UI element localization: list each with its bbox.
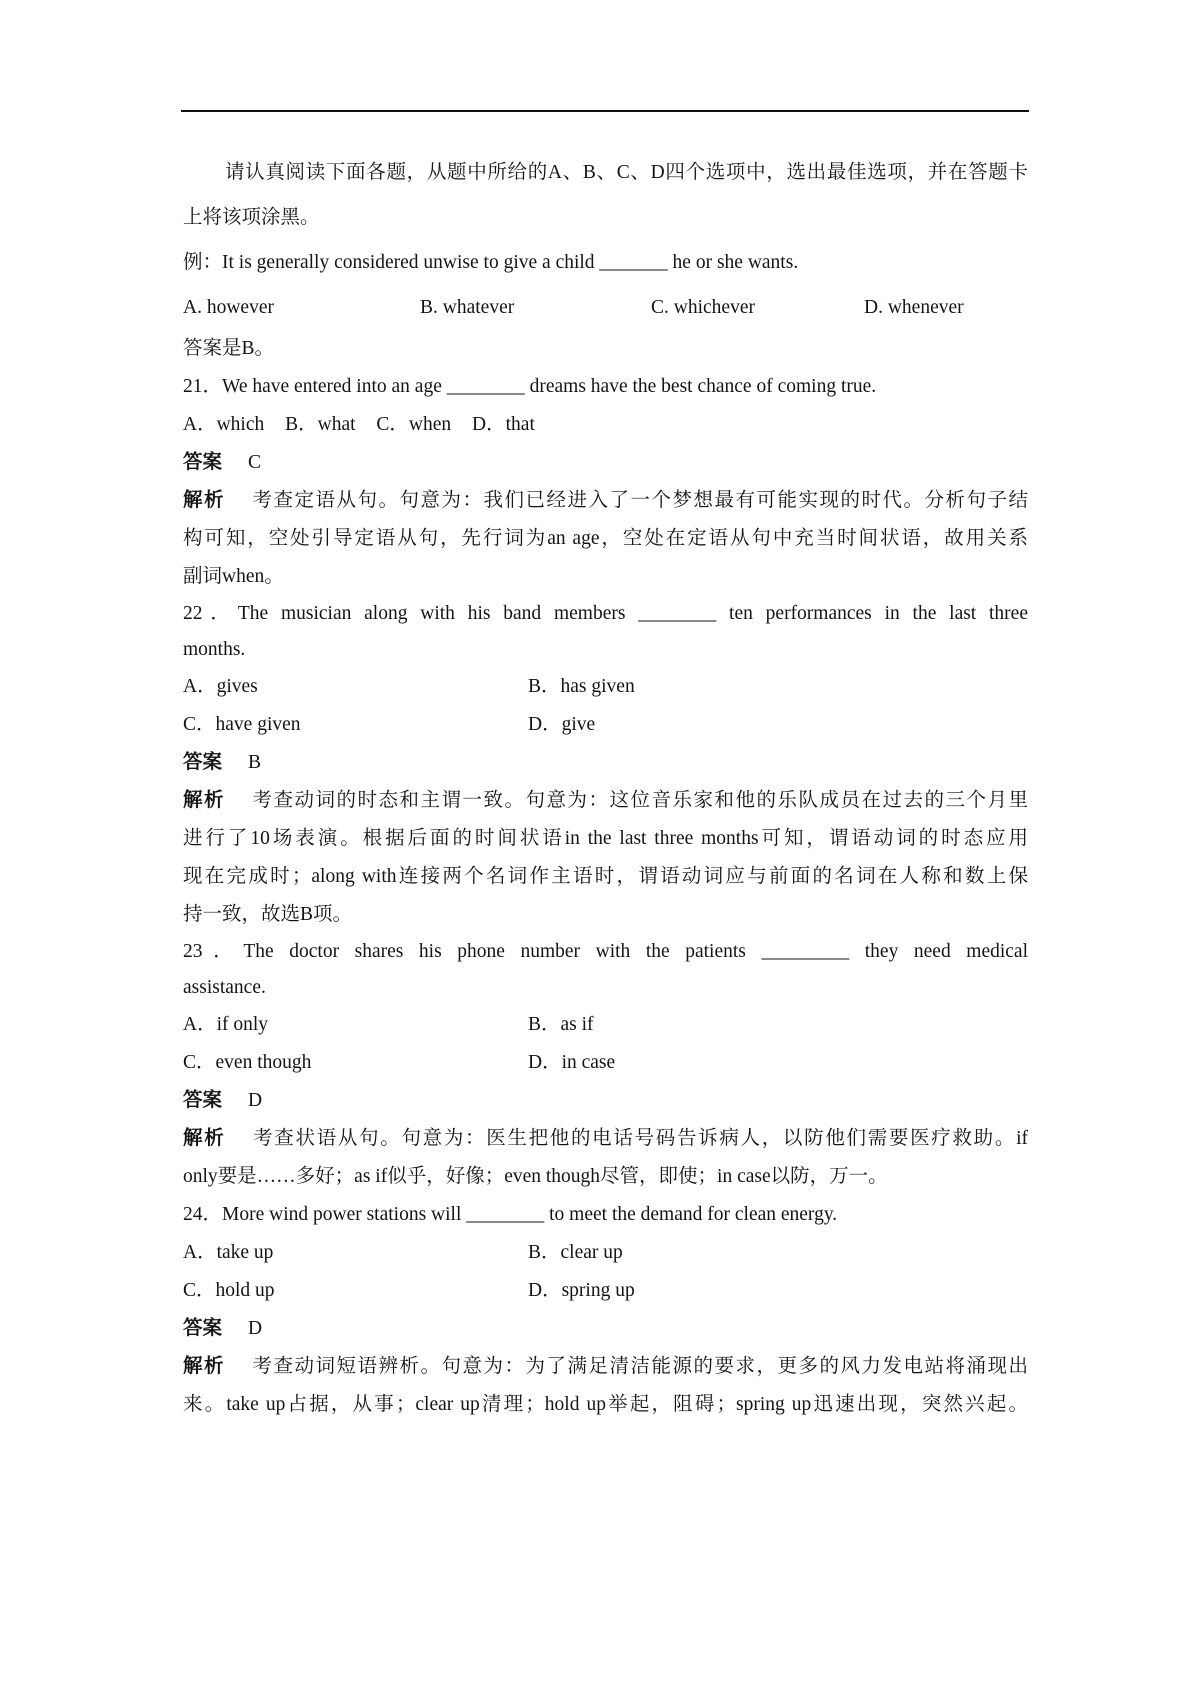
q23-option-d: D．in case <box>528 1052 616 1073</box>
q24-option-c: C．hold up <box>183 1280 275 1301</box>
analysis-label: 解析 <box>183 790 225 811</box>
q24-options-row-2 <box>183 1272 1028 1310</box>
q22-options-row-2 <box>183 706 1028 744</box>
q22-stem-line-2: months. <box>183 639 246 660</box>
q22-answer-value: B <box>248 752 262 773</box>
q23-answer <box>183 1082 1028 1120</box>
q21-option-c: C．when <box>376 414 452 435</box>
q22-analysis-line-2: 进行了10场表演。根据后面的时间状语in the last three months可知，谓语动词的时态应用 <box>183 828 1028 849</box>
q23-analysis-line-2: only要是……多好；as if似乎，好像；even though尽管，即使；in case以防，万一。 <box>183 1166 888 1187</box>
q21-answer-value: C <box>248 452 262 473</box>
q23-analysis-text-1: 考查状语从句。句意为：医生把他的电话号码告诉病人，以防他们需要医疗救助。if <box>251 1128 1028 1149</box>
q22-stem-line-1: 22．The musician along with his band members ________ ten performances in the last three <box>183 603 1028 624</box>
q21-answer <box>183 444 1028 482</box>
q24-analysis-line-1 <box>183 1348 1028 1386</box>
instructions-line-2: 上将该项涂黑。 <box>183 207 320 228</box>
q24-analysis-line-2: 来。take up占据，从事；clear up清理；hold up举起，阻碍；spring up迅速出现，突然兴起。 <box>183 1394 1028 1415</box>
q22-analysis-line-3: 现在完成时；along with连接两个名词作主语时，谓语动词应与前面的名词在人称和数上保 <box>183 866 1028 887</box>
q22-analysis-line-1 <box>183 782 1028 820</box>
analysis-label: 解析 <box>183 1356 225 1377</box>
q23-option-c: C．even though <box>183 1052 312 1073</box>
example-question: 例：It is generally considered unwise to give a child _______ he or she wants. <box>183 252 799 273</box>
header-rule <box>181 110 1029 112</box>
q22-option-d: D．give <box>528 714 596 735</box>
q21-option-b: B．what <box>285 414 356 435</box>
q23-analysis-line-1 <box>183 1120 1028 1158</box>
q23-option-b: B．as if <box>528 1014 594 1035</box>
q24-option-a: A．take up <box>183 1242 274 1263</box>
example-option-a: A. however <box>183 297 274 318</box>
answer-label: 答案 <box>183 1090 223 1111</box>
q23-stem-line-1: 23．The doctor shares his phone number with the patients _________ they need medical <box>183 941 1028 962</box>
q22-answer <box>183 744 1028 782</box>
q21-stem: 21．We have entered into an age ________ dreams have the best chance of coming true. <box>183 376 877 397</box>
q22-option-c: C．have given <box>183 714 301 735</box>
answer-label: 答案 <box>183 452 223 473</box>
example-options <box>183 285 1028 330</box>
q24-analysis-text-1: 考查动词短语辨析。句意为：为了满足清洁能源的要求，更多的风力发电站将涌现出 <box>251 1356 1028 1377</box>
q21-analysis-line-1 <box>183 482 1028 520</box>
instructions-line-1: 请认真阅读下面各题，从题中所给的A、B、C、D四个选项中，选出最佳选项，并在答题卡 <box>225 162 1028 183</box>
q24-option-d: D．spring up <box>528 1280 635 1301</box>
q21-options <box>183 406 1028 444</box>
q22-analysis-text-1: 考查动词的时态和主谓一致。句意为：这位音乐家和他的乐队成员在过去的三个月里 <box>251 790 1028 811</box>
q23-options-row-1 <box>183 1006 1028 1044</box>
q23-answer-value: D <box>248 1090 263 1111</box>
q24-answer <box>183 1310 1028 1348</box>
q22-options-row-1 <box>183 668 1028 706</box>
q22-analysis-line-4: 持一致，故选B项。 <box>183 904 353 925</box>
q22-option-b: B．has given <box>528 676 635 697</box>
q21-option-a: A．which <box>183 414 265 435</box>
analysis-label: 解析 <box>183 1128 226 1149</box>
q23-stem-line-2: assistance. <box>183 977 266 998</box>
q24-stem: 24．More wind power stations will ________ to meet the demand for clean energy. <box>183 1204 838 1225</box>
analysis-label: 解析 <box>183 490 225 511</box>
example-option-d: D. whenever <box>864 297 964 318</box>
content <box>183 150 1028 1424</box>
q21-analysis-line-2: 构可知，空处引导定语从句，先行词为an age，空处在定语从句中充当时间状语，故用关系 <box>183 528 1028 549</box>
q21-analysis-line-3: 副词when。 <box>183 566 284 587</box>
q21-option-d: D．that <box>472 414 535 435</box>
q22-option-a: A．gives <box>183 676 258 697</box>
example-answer: 答案是B。 <box>183 338 275 359</box>
q24-option-b: B．clear up <box>528 1242 623 1263</box>
answer-label: 答案 <box>183 752 223 773</box>
example-option-c: C. whichever <box>651 297 755 318</box>
answer-label: 答案 <box>183 1318 223 1339</box>
q23-option-a: A．if only <box>183 1014 269 1035</box>
q21-analysis-text-1: 考查定语从句。句意为：我们已经进入了一个梦想最有可能实现的时代。分析句子结 <box>251 490 1028 511</box>
example-option-b: B. whatever <box>420 297 515 318</box>
q24-options-row-1 <box>183 1234 1028 1272</box>
q23-options-row-2 <box>183 1044 1028 1082</box>
q24-answer-value: D <box>248 1318 263 1339</box>
